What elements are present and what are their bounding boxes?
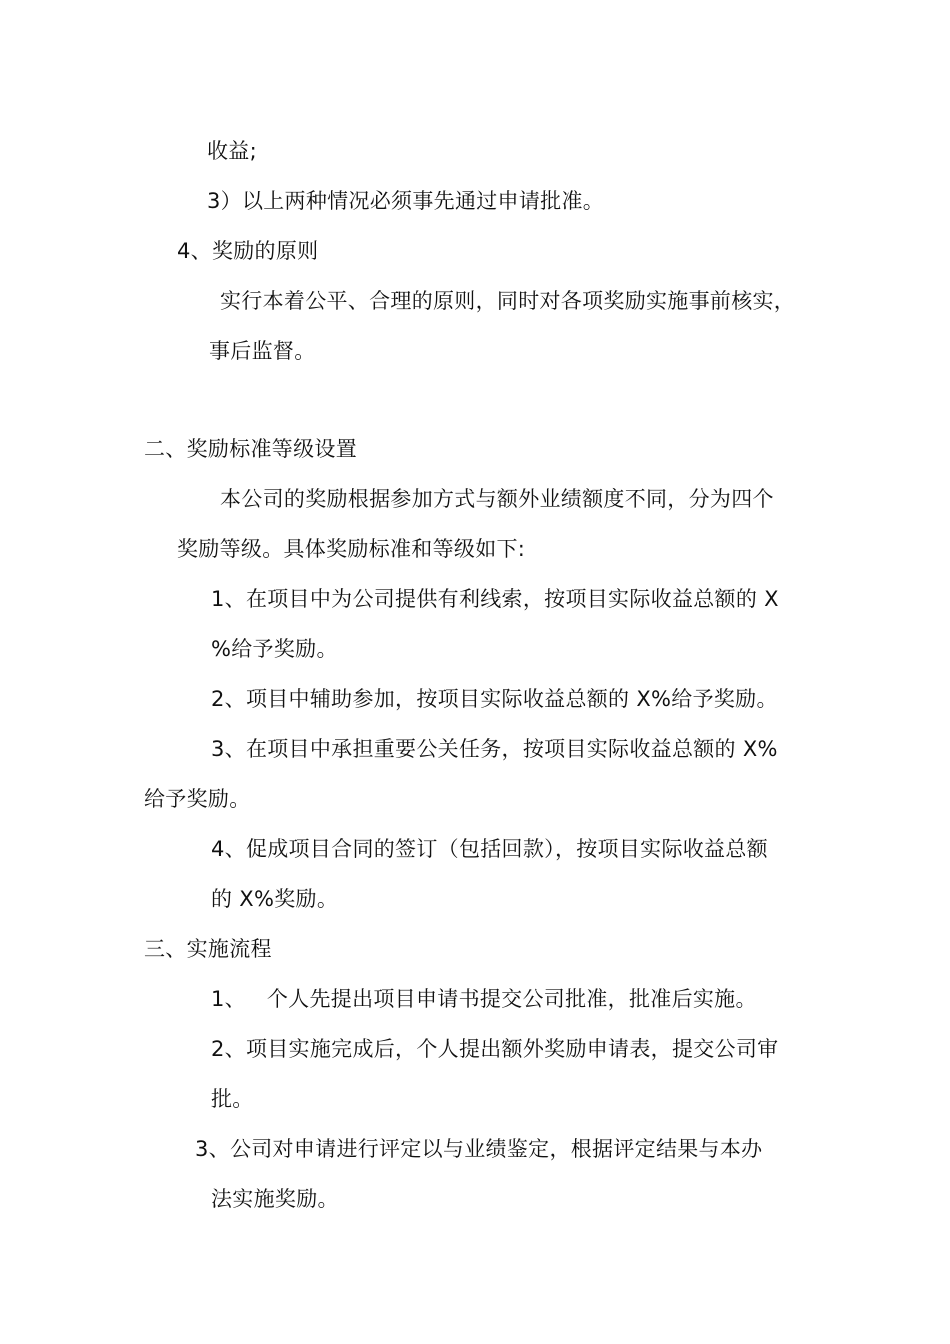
list-item: 3、在项目中承担重要公关任务，按项目实际收益总额的 X%: [211, 737, 778, 761]
list-item-continuation: 法实施奖励。: [211, 1187, 339, 1211]
paragraph-line: 本公司的奖励根据参加方式与额外业绩额度不同，分为四个: [220, 487, 774, 511]
list-item: 3、公司对申请进行评定以与业绩鉴定，根据评定结果与本办: [195, 1137, 763, 1161]
list-item: 1、在项目中为公司提供有利线索，按项目实际收益总额的 X: [211, 587, 779, 611]
list-item-continuation: 的 X%奖励。: [211, 887, 339, 911]
paragraph-line: 奖励等级。具体奖励标准和等级如下:: [177, 537, 526, 561]
paragraph-line: 实行本着公平、合理的原则，同时对各项奖励实施事前核实，: [220, 289, 796, 313]
section-heading: 三、实施流程: [144, 937, 272, 961]
section-heading: 二、奖励标准等级设置: [144, 437, 357, 461]
text-line: 收益;: [207, 139, 257, 163]
subsection-heading: 4、奖励的原则: [177, 239, 319, 263]
list-item: 1、 个人先提出项目申请书提交公司批准，批准后实施。: [211, 987, 757, 1011]
list-item: 2、项目实施完成后，个人提出额外奖励申请表，提交公司审: [211, 1037, 779, 1061]
list-item-continuation: 批。: [211, 1087, 254, 1111]
list-item-continuation: 给予奖励。: [144, 787, 251, 811]
list-item: 4、促成项目合同的签订（包括回款），按项目实际收益总额: [211, 837, 768, 861]
list-item: 3）以上两种情况必须事先通过申请批准。: [207, 189, 605, 213]
paragraph-line: 事后监督。: [209, 339, 316, 363]
list-item-continuation: %给予奖励。: [211, 637, 338, 661]
list-item: 2、项目中辅助参加，按项目实际收益总额的 X%给予奖励。: [211, 687, 778, 711]
